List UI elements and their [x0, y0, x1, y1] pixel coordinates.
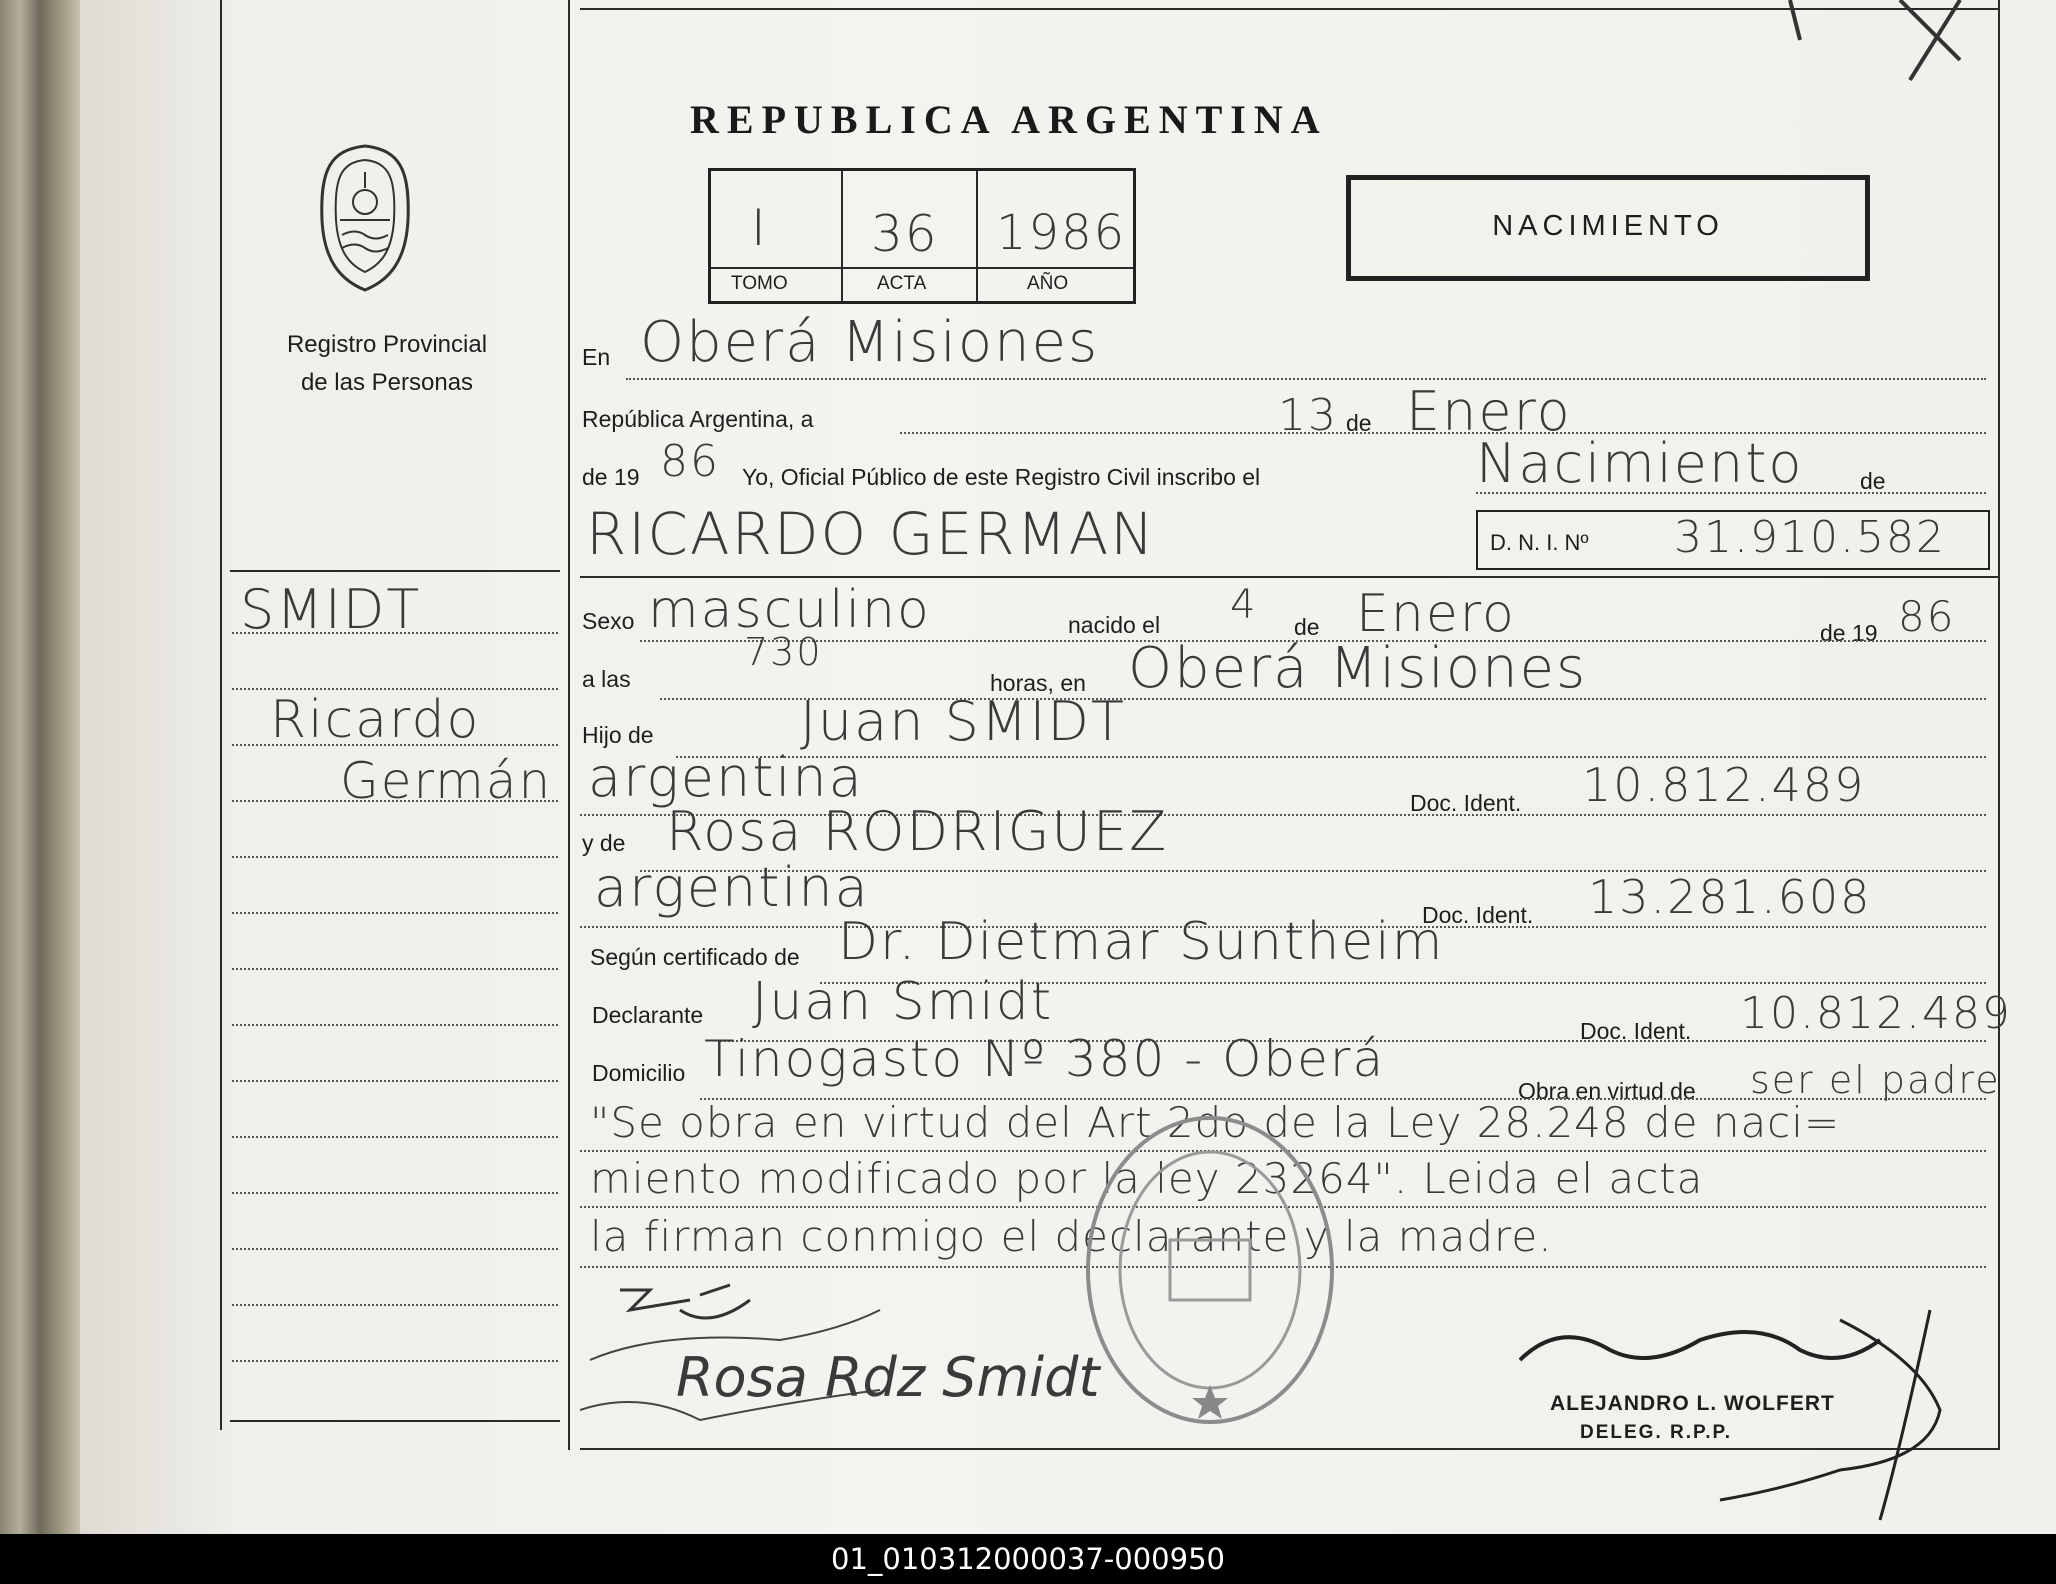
official-title: DELEG. R.P.P. — [1580, 1422, 1733, 1443]
nacido-label: nacido el — [1068, 612, 1161, 638]
name-rule — [580, 576, 1998, 578]
segun-label: Según certificado de — [590, 944, 800, 970]
dni-label: D. N. I. Nº — [1490, 530, 1589, 555]
left-panel-rule — [230, 570, 560, 572]
left-dotline — [232, 1248, 558, 1250]
obra-value: ser el padre — [1750, 1058, 2001, 1102]
hour-value: 730 — [744, 630, 823, 674]
tomo-value: I — [751, 199, 768, 257]
de19-label-2: de 19 — [1820, 620, 1878, 646]
mother-name: Rosa RODRIGUEZ — [666, 800, 1169, 863]
tomo-label: TOMO — [731, 273, 788, 294]
page-title: REPUBLICA ARGENTINA — [690, 97, 1328, 142]
de-label-3: de — [1294, 614, 1320, 640]
registry-line1: Registro Provincial — [286, 331, 488, 358]
birth-day: 4 — [1230, 582, 1258, 628]
father-name: Juan SMIDT — [800, 690, 1126, 753]
left-dotline — [232, 1304, 558, 1306]
inscribo-value: Nacimiento — [1476, 432, 1804, 495]
father-nationality: argentina — [588, 746, 864, 809]
republica-label: República Argentina, a — [582, 406, 814, 432]
en-value: Oberá Misiones — [640, 310, 1100, 375]
de-label: de — [1346, 410, 1372, 436]
acta-label: ACTA — [877, 273, 927, 294]
ano-value: 1986 — [996, 205, 1127, 261]
de-label-2: de — [1860, 468, 1886, 494]
dni-box — [1476, 510, 1990, 570]
form-dotline — [900, 432, 1986, 434]
domicilio-label: Domicilio — [592, 1060, 686, 1086]
index-divider — [841, 171, 843, 301]
obra-label: Obra en virtud de — [1518, 1078, 1696, 1104]
margin-given-name-1: Ricardo — [270, 690, 481, 750]
month-value: Enero — [1406, 380, 1572, 443]
horas-label: horas, en — [990, 670, 1086, 696]
en-label: En — [582, 344, 611, 370]
left-dotline — [232, 1136, 558, 1138]
left-dotline — [232, 1192, 558, 1194]
left-dotline — [232, 1080, 558, 1082]
record-index-box — [708, 168, 1136, 304]
place-value: Oberá Misiones — [1128, 636, 1588, 701]
form-dotline — [1476, 492, 1986, 494]
y-de-label: y de — [582, 830, 626, 856]
certifier: Dr. Dietmar Suntheim — [838, 912, 1445, 972]
child-name: RICARDO GERMAN — [586, 500, 1156, 568]
declarante-doc: 10.812.489 — [1740, 988, 2012, 1039]
left-dotline — [232, 1360, 558, 1362]
index-label-rule — [711, 267, 1133, 269]
official-name: ALEJANDRO L. WOLFERT — [1550, 1392, 1835, 1415]
mother-signature: Rosa Rdz Smidt — [676, 1346, 1100, 1409]
dni-value: 31.910.582 — [1674, 512, 1946, 563]
index-divider — [976, 171, 978, 301]
mother-doc-label: Doc. Ident. — [1422, 902, 1534, 928]
father-doc-label: Doc. Ident. — [1410, 790, 1522, 816]
left-dotline — [232, 968, 558, 970]
misiones-seal-icon — [310, 140, 420, 300]
sexo-label: Sexo — [582, 608, 635, 634]
de19-label: de 19 — [582, 464, 640, 490]
domicilio-value: Tinogasto Nº 380 - Oberá — [704, 1030, 1386, 1088]
declarante-value: Juan Smidt — [752, 972, 1054, 1032]
left-dotline — [232, 912, 558, 914]
note-line-1: "Se obra en virtud del Art 2do de la Ley 28.248 de naci= — [590, 1098, 1841, 1147]
declarante-doc-label: Doc. Ident. — [1580, 1018, 1692, 1044]
record-type-box — [1346, 175, 1870, 281]
top-scribble — [1760, 0, 2000, 90]
mother-doc: 13.281.608 — [1588, 870, 1872, 924]
left-dotline — [232, 856, 558, 858]
year-value: 86 — [660, 436, 720, 487]
birth-month: Enero — [1356, 584, 1516, 644]
certificate-page — [80, 0, 2056, 1534]
margin-surname: SMIDT — [240, 578, 422, 641]
left-panel-bottom-rule — [230, 1420, 560, 1422]
book-binding — [0, 0, 80, 1534]
birth-year: 86 — [1898, 592, 1956, 641]
official-text: Yo, Oficial Público de este Registro Civil inscribo el — [742, 464, 1261, 490]
day-value: 13 — [1278, 390, 1338, 441]
record-type: NACIMIENTO — [1492, 210, 1724, 242]
form-dotline — [626, 378, 1986, 380]
mother-nationality: argentina — [594, 856, 870, 919]
acta-value: 36 — [871, 205, 939, 263]
registry-line2: de las Personas — [300, 369, 474, 396]
note-line-2: miento modificado por la ley 23264". Leida el acta — [590, 1154, 1704, 1203]
right-margin-rule — [1998, 0, 2000, 1450]
column-divider — [568, 0, 570, 1450]
left-dotline — [232, 1024, 558, 1026]
father-doc: 10.812.489 — [1582, 758, 1866, 812]
hijo-label: Hijo de — [582, 722, 654, 748]
declarante-label: Declarante — [592, 1002, 704, 1028]
ano-label: AÑO — [1027, 273, 1069, 294]
official-stamp — [1080, 1110, 1340, 1430]
note-line-3: la firman conmigo el declarante y la madre. — [590, 1212, 1553, 1261]
registry-name — [242, 326, 532, 402]
sexo-value: masculino — [648, 580, 931, 640]
image-caption: 01_010312000037-000950 — [0, 1534, 2056, 1584]
margin-given-name-2: Germán — [340, 752, 553, 810]
left-margin-rule — [220, 0, 222, 1430]
a-las-label: a las — [582, 666, 631, 692]
